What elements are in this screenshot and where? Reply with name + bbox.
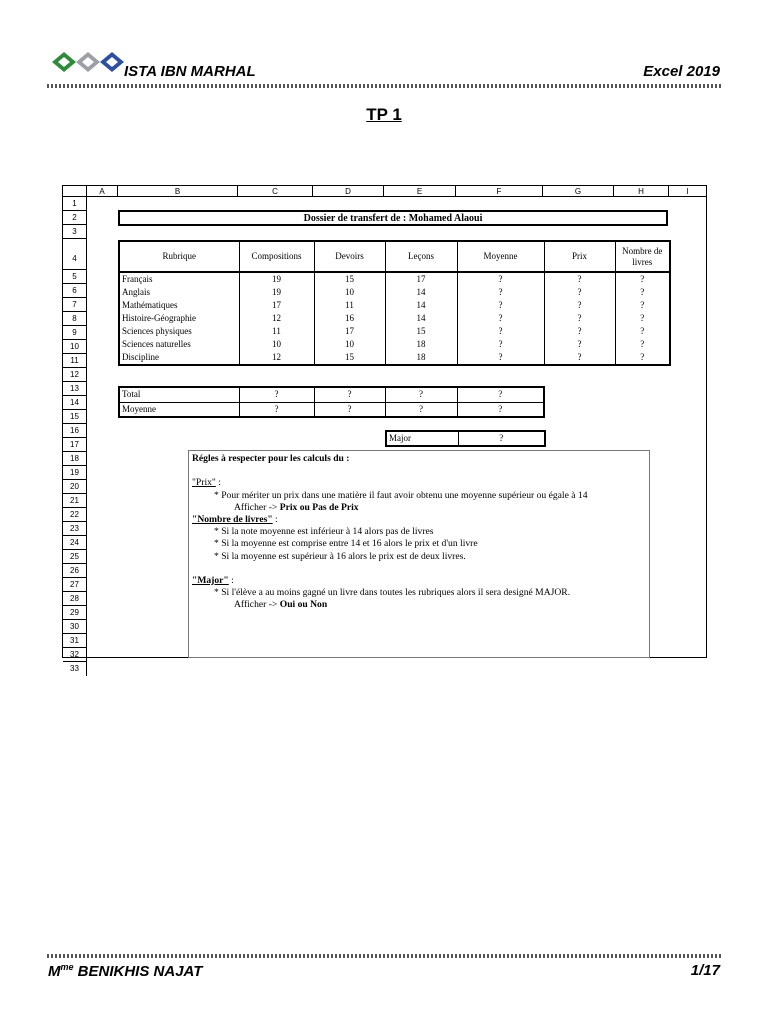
header-prix[interactable]: Prix bbox=[544, 241, 615, 272]
row-header: 22 bbox=[63, 508, 87, 522]
rule-prix-title: "Prix" : bbox=[192, 477, 221, 489]
cell-prix[interactable]: ? bbox=[544, 351, 615, 365]
product-name: Excel 2019 bbox=[643, 63, 720, 80]
header-compositions[interactable]: Compositions bbox=[239, 241, 314, 272]
cell-compositions[interactable]: 10 bbox=[239, 338, 314, 351]
cell-total-devoirs[interactable]: ? bbox=[314, 387, 385, 402]
rule-major-line: * Si l'élève a au moins gagné un livre dans toutes les rubriques alors il sera designé MAJOR. bbox=[214, 587, 571, 599]
cell-lecons[interactable]: 14 bbox=[385, 286, 457, 299]
row-header: 20 bbox=[63, 480, 87, 494]
header-devoirs[interactable]: Devoirs bbox=[314, 241, 385, 272]
rule-livres-line: * Si la moyenne est supérieur à 16 alors le prix est de deux livres. bbox=[214, 550, 466, 562]
cell-rubrique[interactable]: Anglais bbox=[119, 286, 239, 299]
cell-lecons[interactable]: 15 bbox=[385, 325, 457, 338]
row-header: 18 bbox=[63, 452, 87, 466]
cell-moyenne[interactable]: ? bbox=[457, 299, 544, 312]
table-row bbox=[119, 351, 670, 365]
table-row bbox=[119, 338, 670, 351]
cell-devoirs[interactable]: 15 bbox=[314, 351, 385, 365]
row-header: 7 bbox=[63, 298, 87, 312]
cell-moyenne-lecons[interactable]: ? bbox=[385, 402, 457, 417]
cell-devoirs[interactable]: 15 bbox=[314, 272, 385, 286]
table-row bbox=[119, 325, 670, 338]
rule-livres-line: * Si la note moyenne est inférieur à 14 alors pas de livres bbox=[214, 526, 434, 538]
cell-devoirs[interactable]: 10 bbox=[314, 286, 385, 299]
rule-prix-afficher: Afficher -> Prix ou Pas de Prix bbox=[234, 501, 359, 513]
cell-moyenne-compositions[interactable]: ? bbox=[239, 402, 314, 417]
cell-prix[interactable]: ? bbox=[544, 272, 615, 286]
cell-lecons[interactable]: 14 bbox=[385, 312, 457, 325]
row-header: 1 bbox=[63, 197, 87, 211]
rule-livres-line: * Si la moyenne est comprise entre 14 et 16 alors le prix et d'un livre bbox=[214, 538, 478, 550]
cell-nombre-livres[interactable]: ? bbox=[615, 299, 670, 312]
column-header-i: I bbox=[686, 187, 689, 196]
row-header: 26 bbox=[63, 564, 87, 578]
cell-prix[interactable]: ? bbox=[544, 299, 615, 312]
cell-compositions[interactable]: 11 bbox=[239, 325, 314, 338]
cell-lecons[interactable]: 18 bbox=[385, 351, 457, 365]
cell-moyenne-label[interactable]: Moyenne bbox=[119, 402, 239, 417]
cell-total-moyenne[interactable]: ? bbox=[457, 387, 544, 402]
grades-table bbox=[118, 240, 671, 366]
row-header: 19 bbox=[63, 466, 87, 480]
footer-rule bbox=[47, 954, 723, 958]
header-rule bbox=[47, 84, 723, 88]
cell-compositions[interactable]: 17 bbox=[239, 299, 314, 312]
column-header-h: H bbox=[614, 186, 669, 197]
cell-nombre-livres[interactable]: ? bbox=[615, 351, 670, 365]
cell-moyenne-moyenne[interactable]: ? bbox=[457, 402, 544, 417]
cell-nombre-livres[interactable]: ? bbox=[615, 338, 670, 351]
row-header: 5 bbox=[63, 270, 87, 284]
cell-devoirs[interactable]: 11 bbox=[314, 299, 385, 312]
row-header: 8 bbox=[63, 312, 87, 326]
cell-moyenne[interactable]: ? bbox=[457, 338, 544, 351]
row-header: 29 bbox=[63, 606, 87, 620]
totals-table bbox=[118, 386, 545, 418]
table-row bbox=[119, 286, 670, 299]
cell-nombre-livres[interactable]: ? bbox=[615, 312, 670, 325]
cell-prix[interactable]: ? bbox=[544, 325, 615, 338]
cell-compositions[interactable]: 12 bbox=[239, 312, 314, 325]
cell-moyenne[interactable]: ? bbox=[457, 312, 544, 325]
column-header-d: D bbox=[313, 186, 384, 197]
corner-cell bbox=[63, 186, 87, 197]
column-header-e: E bbox=[384, 186, 456, 197]
column-header-a: A bbox=[87, 186, 118, 197]
row-header: 4 bbox=[63, 239, 87, 270]
cell-moyenne[interactable]: ? bbox=[457, 351, 544, 365]
table-row bbox=[119, 299, 670, 312]
cell-rubrique[interactable]: Mathématiques bbox=[119, 299, 239, 312]
page-title: TP 1 bbox=[366, 105, 402, 124]
cell-moyenne[interactable]: ? bbox=[457, 272, 544, 286]
row-header: 25 bbox=[63, 550, 87, 564]
row-header: 2 bbox=[63, 211, 87, 225]
row-header: 27 bbox=[63, 578, 87, 592]
header-nombre-livres[interactable]: Nombre de livres bbox=[615, 241, 670, 272]
calculation-rules-box[interactable] bbox=[188, 450, 650, 658]
cell-compositions[interactable]: 19 bbox=[239, 286, 314, 299]
row-header: 21 bbox=[63, 494, 87, 508]
rule-major-afficher: Afficher -> Oui ou Non bbox=[234, 599, 328, 611]
header-rubrique[interactable]: Rubrique bbox=[119, 241, 239, 272]
row-header: 16 bbox=[63, 424, 87, 438]
ista-logo-icon bbox=[50, 50, 126, 74]
cell-lecons[interactable]: 17 bbox=[385, 272, 457, 286]
column-header-c: C bbox=[238, 186, 313, 197]
cell-compositions[interactable]: 19 bbox=[239, 272, 314, 286]
cell-rubrique[interactable]: Histoire-Géographie bbox=[119, 312, 239, 325]
cell-rubrique[interactable]: Discipline bbox=[119, 351, 239, 365]
cell-total-compositions[interactable]: ? bbox=[239, 387, 314, 402]
cell-nombre-livres[interactable]: ? bbox=[615, 325, 670, 338]
transfert-title-cell[interactable]: Dossier de transfert de : Mohamed Alaoui bbox=[118, 210, 668, 226]
row-header: 11 bbox=[63, 354, 87, 368]
rule-major-title: "Major" : bbox=[192, 575, 234, 587]
row-header: 9 bbox=[63, 326, 87, 340]
row-header: 17 bbox=[63, 438, 87, 452]
cell-devoirs[interactable]: 16 bbox=[314, 312, 385, 325]
page-number: 1/17 bbox=[690, 962, 720, 979]
major-table bbox=[385, 430, 546, 447]
row-headers bbox=[63, 197, 87, 676]
row-header: 12 bbox=[63, 368, 87, 382]
column-header-f: F bbox=[456, 186, 543, 197]
organization-name: ISTA IBN MARHAL bbox=[124, 63, 256, 80]
row-header: 10 bbox=[63, 340, 87, 354]
row-header: 23 bbox=[63, 522, 87, 536]
cell-devoirs[interactable]: 10 bbox=[314, 338, 385, 351]
row-header: 33 bbox=[63, 662, 87, 676]
cell-prix[interactable]: ? bbox=[544, 338, 615, 351]
row-header: 15 bbox=[63, 410, 87, 424]
table-row bbox=[119, 387, 544, 402]
rule-prix-line: * Pour mériter un prix dans une matière il faut avoir obtenu une moyenne supérieur ou égale à 14 bbox=[214, 489, 588, 501]
cell-total-lecons[interactable]: ? bbox=[385, 387, 457, 402]
header-moyenne[interactable]: Moyenne bbox=[457, 241, 544, 272]
cell-compositions[interactable]: 12 bbox=[239, 351, 314, 365]
author-name: $M^{me}$ BENIKHIS NAJAT bbox=[48, 962, 203, 980]
cell-lecons[interactable]: 14 bbox=[385, 299, 457, 312]
table-header-row bbox=[119, 241, 670, 272]
table-row bbox=[119, 272, 670, 286]
row-header: 24 bbox=[63, 536, 87, 550]
table-row bbox=[119, 312, 670, 325]
column-headers bbox=[63, 186, 706, 197]
cell-total-label[interactable]: Total bbox=[119, 387, 239, 402]
table-row bbox=[119, 402, 544, 417]
spreadsheet bbox=[62, 185, 707, 673]
row-header: 30 bbox=[63, 620, 87, 634]
cell-major-label[interactable]: Major bbox=[386, 431, 458, 446]
row-header: 14 bbox=[63, 396, 87, 410]
cell-moyenne-devoirs[interactable]: ? bbox=[314, 402, 385, 417]
cell-devoirs[interactable]: 17 bbox=[314, 325, 385, 338]
cell-rubrique[interactable]: Français bbox=[119, 272, 239, 286]
row-header: 28 bbox=[63, 592, 87, 606]
cell-rubrique[interactable]: Sciences naturelles bbox=[119, 338, 239, 351]
rule-livres-title: "Nombre de livres" : bbox=[192, 514, 278, 526]
row-header: 13 bbox=[63, 382, 87, 396]
cell-prix[interactable]: ? bbox=[544, 312, 615, 325]
cell-nombre-livres[interactable]: ? bbox=[615, 272, 670, 286]
cell-major-value[interactable]: ? bbox=[458, 431, 545, 446]
row-header: 3 bbox=[63, 225, 87, 239]
rules-heading: Régles à respecter pour les calculs du : bbox=[192, 453, 350, 464]
cell-moyenne[interactable]: ? bbox=[457, 286, 544, 299]
cell-nombre-livres[interactable]: ? bbox=[615, 286, 670, 299]
row-header: 6 bbox=[63, 284, 87, 298]
cell-moyenne[interactable]: ? bbox=[457, 325, 544, 338]
cell-lecons[interactable]: 18 bbox=[385, 338, 457, 351]
row-header: 32 bbox=[63, 648, 87, 662]
row-header: 31 bbox=[63, 634, 87, 648]
column-header-b: B bbox=[118, 186, 238, 197]
cell-rubrique[interactable]: Sciences physiques bbox=[119, 325, 239, 338]
column-header-g: G bbox=[543, 186, 614, 197]
cell-prix[interactable]: ? bbox=[544, 286, 615, 299]
table-row bbox=[386, 431, 545, 446]
header-lecons[interactable]: Leçons bbox=[385, 241, 457, 272]
